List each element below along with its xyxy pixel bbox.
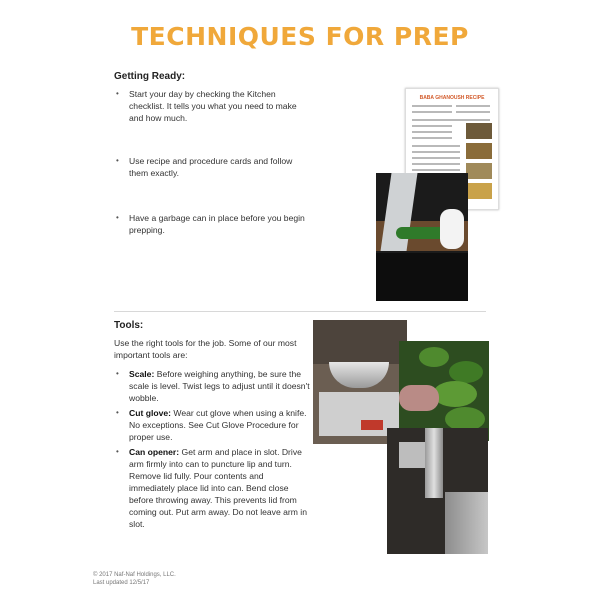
getting-ready-list — [114, 212, 310, 236]
page-title: TECHNIQUES FOR PREP — [131, 22, 469, 51]
list-item — [114, 446, 310, 530]
tools-list — [114, 368, 310, 533]
tool-text: Wear cut glove when using a knife. No exceptions. See Cut Glove Procedure for proper use. — [129, 408, 307, 442]
tools-intro: Use the right tools for the job. Some of our most important tools are: — [114, 338, 297, 360]
knife-cutting-photo — [376, 173, 468, 301]
tool-term: Scale: — [129, 369, 155, 379]
can-opener-photo — [387, 428, 488, 554]
cut-glove-photo — [399, 341, 489, 441]
tool-term: Cut glove: — [129, 408, 172, 418]
getting-ready-heading: Getting Ready: — [114, 71, 186, 82]
recipe-card-title: BABA GHANOUSH RECIPE — [419, 95, 485, 101]
section-divider — [114, 311, 486, 312]
getting-ready-list — [114, 155, 310, 179]
list-item — [114, 368, 310, 404]
last-updated-text: Last updated 12/5/17 — [93, 580, 150, 586]
footer — [93, 571, 176, 587]
tools-heading: Tools: — [114, 320, 144, 331]
scale-photo — [313, 320, 407, 444]
tool-term: Can opener: — [129, 447, 180, 457]
tool-text: Get arm and place in slot. Drive arm firmly into can to puncture lip and turn. Remove lid fully. Pour contents and immediately place lid into can. Bend close before throwing away. This prevents lid from coming out. Put arm away. Do not leave arm in slot. — [129, 447, 308, 529]
tool-text: Before weighing anything, be sure the scale is level. Twist legs to adjust until it doesn't wobble. — [129, 369, 310, 403]
list-item: • Have a garbage can in place before you begin prepping. — [114, 212, 310, 236]
copyright-text: © 2017 Naf-Naf Holdings, LLC. — [93, 572, 176, 578]
getting-ready-list — [114, 88, 310, 124]
list-item: • Start your day by checking the Kitchen checklist. It tells you what you need to make and how much. — [114, 88, 310, 124]
list-item — [114, 407, 310, 443]
list-item: • Use recipe and procedure cards and follow them exactly. — [114, 155, 310, 179]
